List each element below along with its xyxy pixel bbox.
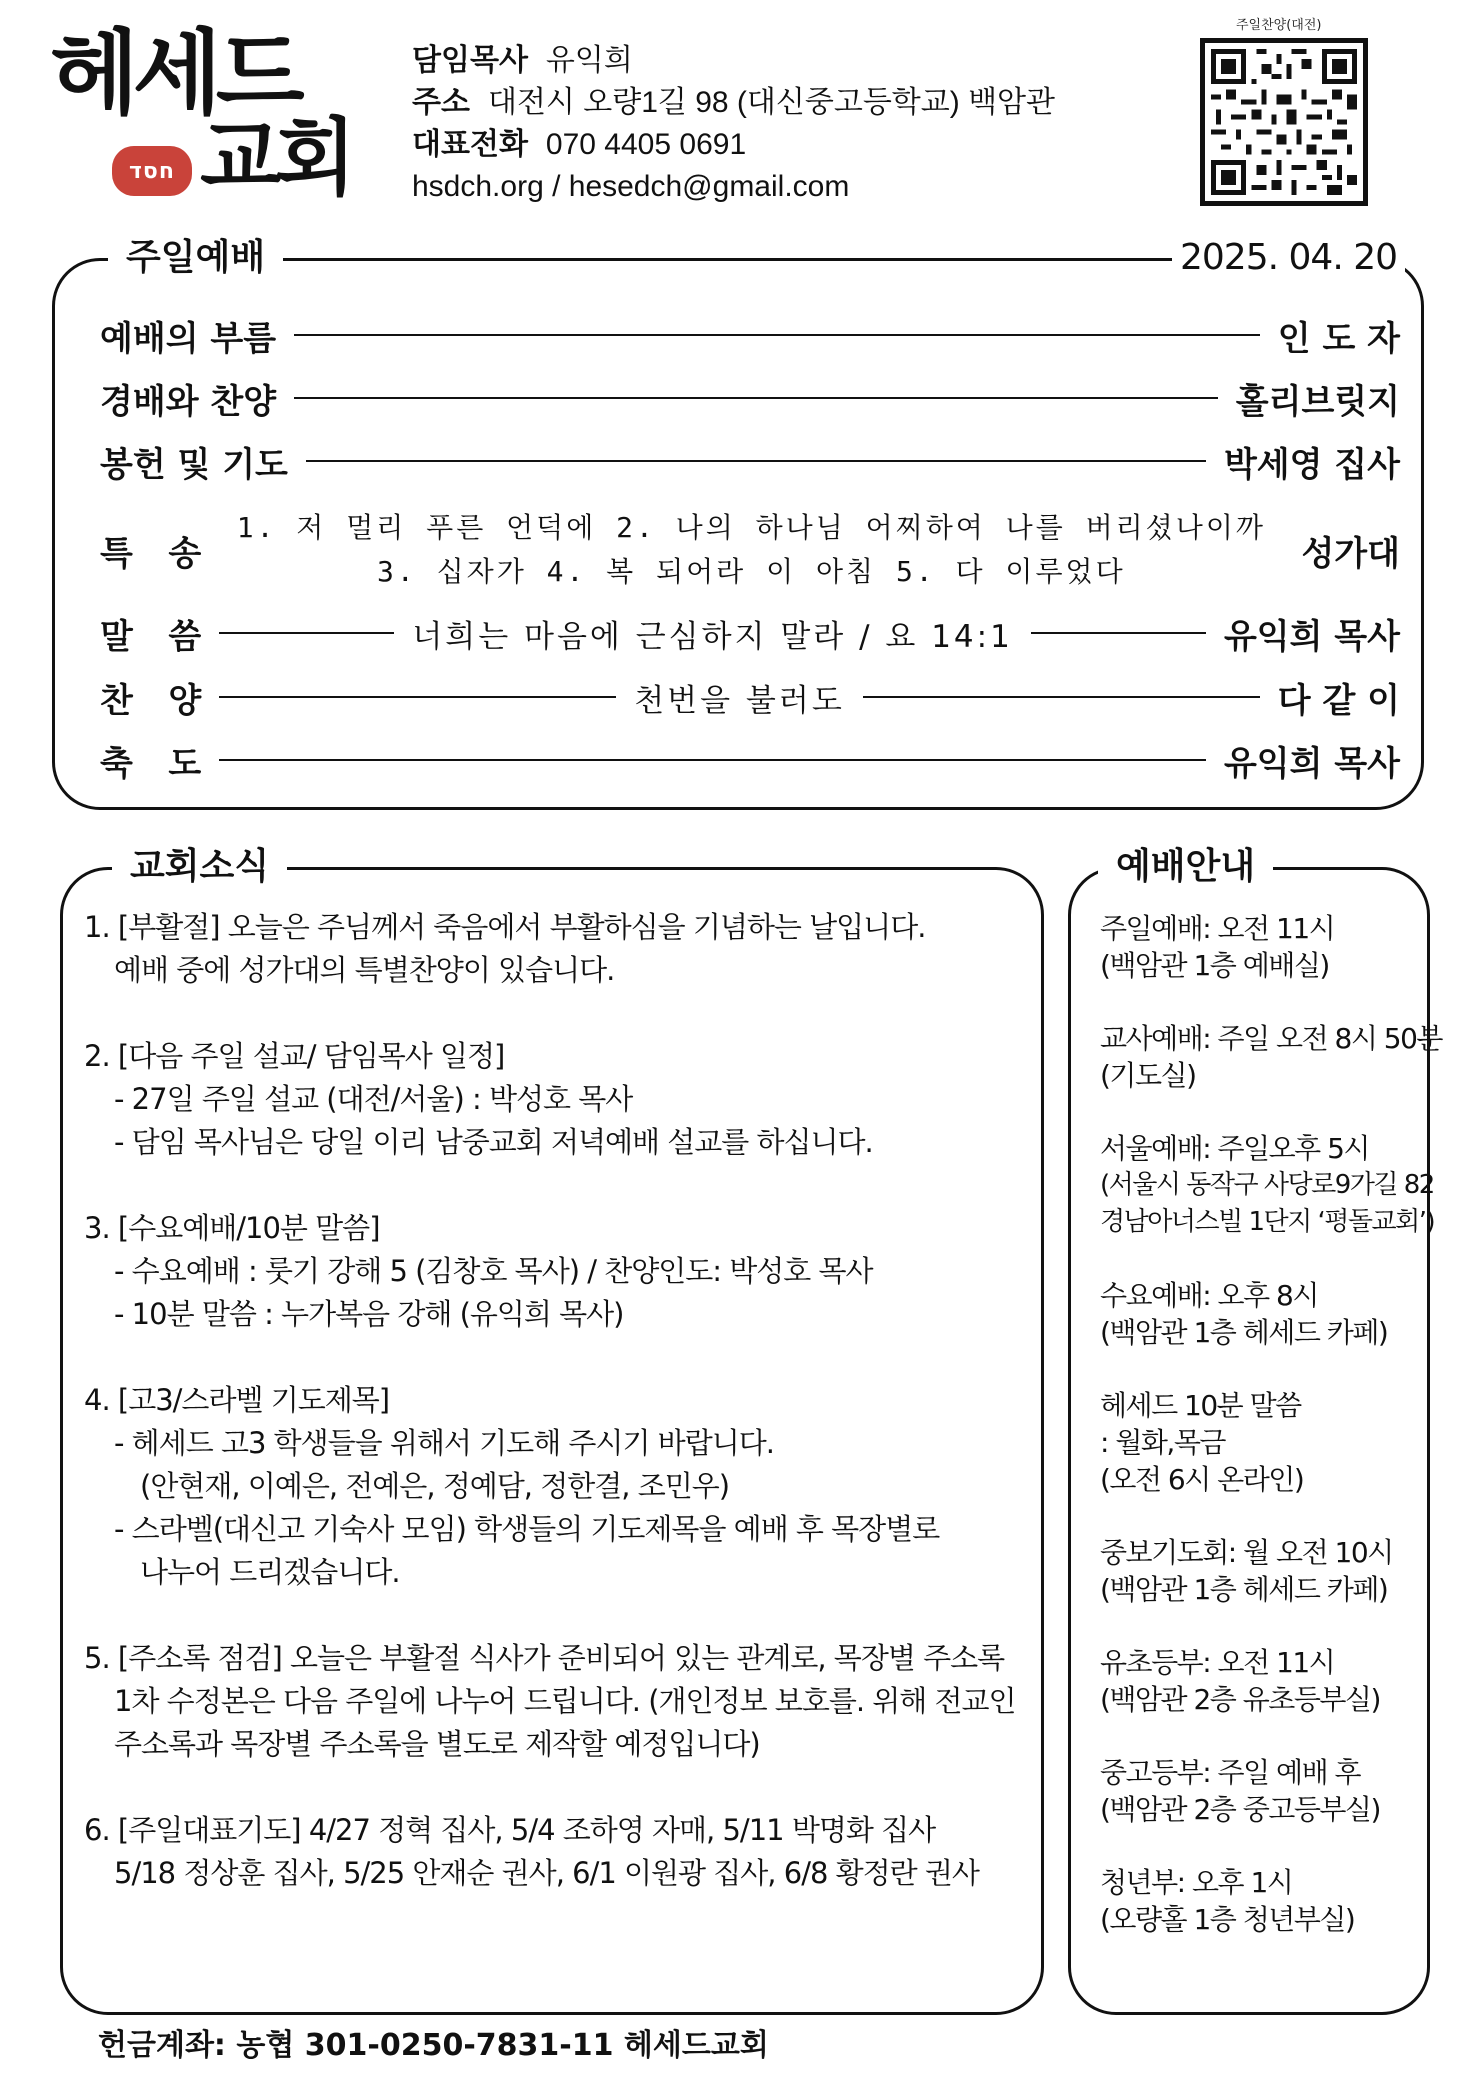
service-line: (백암관 1층 헤세드 카페) bbox=[1100, 1573, 1388, 1606]
service-line: (기도실) bbox=[1100, 1059, 1196, 1092]
news-line: 2. [다음 주일 설교/ 담임목사 일정] bbox=[84, 1039, 505, 1073]
service-line: 경남아너스빌 1단지 ‘평돌교회’) bbox=[1100, 1207, 1435, 1237]
service-item bbox=[1100, 1644, 1440, 1718]
service-item bbox=[1100, 1534, 1440, 1608]
news-line: 5. [주소록 점검] 오늘은 부활절 식사가 준비되어 있는 관계로, 목장별 주소록 bbox=[84, 1641, 1005, 1675]
news-line: - 스라벨(대신고 기숙사 모임) 학생들의 기도제목을 예배 후 목장별로 bbox=[114, 1512, 940, 1546]
news-line: - 담임 목사님은 당일 이리 남중교회 저녁예배 설교를 하십니다. bbox=[114, 1125, 873, 1159]
news-item bbox=[84, 1809, 1034, 1895]
service-line: 중고등부: 주일 예배 후 bbox=[1100, 1756, 1361, 1789]
qr-label: 주일찬양(대전) bbox=[1236, 18, 1322, 33]
news-line: - 10분 말씀 : 누가복음 강해 (유익희 목사) bbox=[114, 1297, 624, 1331]
pastor-name: 유익희 bbox=[545, 44, 633, 77]
news-line: 3. [수요예배/10분 말씀] bbox=[84, 1211, 380, 1245]
leader-line bbox=[219, 632, 394, 634]
order-row-special-song bbox=[100, 500, 1400, 600]
service-item bbox=[1100, 1387, 1440, 1498]
service-line: (백암관 2층 유초등부실) bbox=[1100, 1683, 1380, 1716]
order-person: 홀리브릿지 bbox=[1235, 381, 1400, 422]
order-row-call bbox=[100, 310, 1400, 360]
pastor-label: 담임목사 bbox=[412, 44, 528, 77]
service-line: (백암관 1층 예배실) bbox=[1100, 949, 1329, 982]
order-row-hymn bbox=[100, 672, 1400, 722]
news-line: 주소록과 목장별 주소록을 별도로 제작할 예정입니다) bbox=[114, 1727, 760, 1761]
news-line: - 수요예배 : 룻기 강해 5 (김창호 목사) / 찬양인도: 박성호 목사 bbox=[114, 1254, 873, 1288]
order-person: 유익희 목사 bbox=[1223, 616, 1400, 657]
news-line: - 27일 주일 설교 (대전/서울) : 박성호 목사 bbox=[114, 1082, 633, 1116]
special-song-line: 1. 저 멀리 푸른 언덕에 2. 나의 하나님 어찌하여 나를 버리셨나이까 bbox=[236, 511, 1266, 544]
order-label: 경배와 찬양 bbox=[100, 381, 277, 422]
services-title: 예배안내 bbox=[1098, 843, 1273, 891]
sermon-title: 너희는 마음에 근심하지 말라 / 요 14:1 bbox=[412, 618, 1013, 655]
service-item bbox=[1100, 1277, 1440, 1351]
news-item bbox=[84, 1207, 1034, 1336]
order-label: 예배의 부름 bbox=[100, 318, 277, 359]
leader-line bbox=[294, 334, 1260, 336]
leader-line bbox=[863, 696, 1260, 698]
leader-line bbox=[219, 696, 616, 698]
service-line: (백암관 2층 중고등부실) bbox=[1100, 1793, 1380, 1826]
order-row-praise bbox=[100, 373, 1400, 423]
service-line: 중보기도회: 월 오전 10시 bbox=[1100, 1536, 1393, 1569]
news-line: 5/18 정상훈 집사, 5/25 안재순 권사, 6/1 이원광 집사, 6/8 황정란 권사 bbox=[114, 1856, 979, 1890]
church-info bbox=[412, 40, 1055, 208]
service-line: (백암관 1층 헤세드 카페) bbox=[1100, 1316, 1388, 1349]
special-song-list bbox=[201, 506, 1301, 594]
service-item bbox=[1100, 1130, 1440, 1241]
news-list bbox=[84, 906, 1034, 1938]
order-label: 찬 양 bbox=[100, 680, 202, 721]
order-person: 유익희 목사 bbox=[1223, 743, 1400, 784]
leader-line bbox=[1031, 632, 1206, 634]
address-row bbox=[412, 82, 1055, 124]
church-logo bbox=[50, 20, 370, 208]
service-line: 교사예배: 주일 오전 8시 50분 bbox=[1100, 1022, 1442, 1055]
offering-account: 헌금계좌: 농협 301-0250-7831-11 헤세드교회 bbox=[98, 2028, 769, 2063]
pastor-row bbox=[412, 40, 1055, 82]
service-line: 청년부: 오후 1시 bbox=[1100, 1866, 1293, 1899]
news-line: 나누어 드리겠습니다. bbox=[140, 1555, 400, 1589]
worship-title: 주일예배 bbox=[108, 234, 283, 282]
news-item bbox=[84, 906, 1034, 992]
order-row-sermon bbox=[100, 608, 1400, 658]
order-label: 특 송 bbox=[100, 533, 202, 574]
order-person: 성가대 bbox=[1301, 533, 1400, 574]
phone-row bbox=[412, 124, 1055, 166]
address-label: 주소 bbox=[412, 86, 470, 119]
news-item bbox=[84, 1637, 1034, 1766]
web-email: hsdch.org / hesedch@gmail.com bbox=[412, 170, 850, 203]
news-line: 6. [주일대표기도] 4/27 정혁 집사, 5/4 조하영 자매, 5/11 박명화 집사 bbox=[84, 1813, 936, 1847]
service-item bbox=[1100, 910, 1440, 984]
phone-value: 070 4405 0691 bbox=[545, 128, 747, 161]
leader-line bbox=[294, 397, 1218, 399]
order-row-offering bbox=[100, 436, 1400, 486]
logo-text-church: 교회 bbox=[200, 109, 351, 207]
order-person: 다 같 이 bbox=[1277, 680, 1401, 721]
news-line: 4. [고3/스라벨 기도제목] bbox=[84, 1383, 390, 1417]
service-line: : 월화,목금 bbox=[1100, 1426, 1225, 1459]
order-label: 봉헌 및 기도 bbox=[100, 444, 288, 485]
services-list bbox=[1100, 910, 1440, 1974]
order-person: 박세영 집사 bbox=[1223, 444, 1400, 485]
logo-text-hesed: 헤세드 bbox=[50, 20, 299, 127]
order-label: 말 씀 bbox=[100, 616, 202, 657]
service-line: 서울예배: 주일오후 5시 bbox=[1100, 1132, 1369, 1165]
special-song-line: 3. 십자가 4. 복 되어라 이 아침 5. 다 이루었다 bbox=[377, 555, 1126, 588]
service-line: 유초등부: 오전 11시 bbox=[1100, 1646, 1335, 1679]
worship-title-rule bbox=[290, 258, 1178, 261]
news-item bbox=[84, 1035, 1034, 1164]
news-line: 예배 중에 성가대의 특별찬양이 있습니다. bbox=[114, 953, 615, 987]
service-item bbox=[1100, 1020, 1440, 1094]
service-line: 수요예배: 오후 8시 bbox=[1100, 1279, 1318, 1312]
worship-date: 2025. 04. 20 bbox=[1172, 234, 1405, 282]
hymn-title: 천번을 불러도 bbox=[634, 682, 845, 719]
leader-line bbox=[219, 759, 1206, 761]
phone-label: 대표전화 bbox=[412, 128, 528, 161]
news-line: 1차 수정본은 다음 주일에 나누어 드립니다. (개인정보 보호를. 위해 전교인 bbox=[114, 1684, 1016, 1718]
service-item bbox=[1100, 1754, 1440, 1828]
order-label: 축 도 bbox=[100, 743, 202, 784]
service-line: (오전 6시 온라인) bbox=[1100, 1463, 1304, 1496]
service-line: (오량홀 1층 청년부실) bbox=[1100, 1903, 1355, 1936]
news-line: - 헤세드 고3 학생들을 위해서 기도해 주시기 바랍니다. bbox=[114, 1426, 774, 1460]
news-title: 교회소식 bbox=[112, 843, 287, 891]
service-line: (서울시 동작구 사당로9가길 82 bbox=[1100, 1170, 1434, 1200]
logo-seal: חסד bbox=[112, 146, 192, 196]
qr-code-icon[interactable] bbox=[1200, 38, 1368, 206]
news-item bbox=[84, 1379, 1034, 1594]
address-value: 대전시 오량1길 98 (대신중고등학교) 백암관 bbox=[487, 86, 1056, 119]
news-line: (안현재, 이예은, 전예은, 정예담, 정한결, 조민우) bbox=[140, 1469, 730, 1503]
service-line: 주일예배: 오전 11시 bbox=[1100, 912, 1335, 945]
order-row-benediction bbox=[100, 735, 1400, 785]
news-line: 1. [부활절] 오늘은 주님께서 죽음에서 부활하심을 기념하는 날입니다. bbox=[84, 910, 926, 944]
service-item bbox=[1100, 1864, 1440, 1938]
leader-line bbox=[306, 460, 1206, 462]
order-person: 인 도 자 bbox=[1277, 318, 1400, 359]
service-line: 헤세드 10분 말씀 bbox=[1100, 1389, 1301, 1422]
